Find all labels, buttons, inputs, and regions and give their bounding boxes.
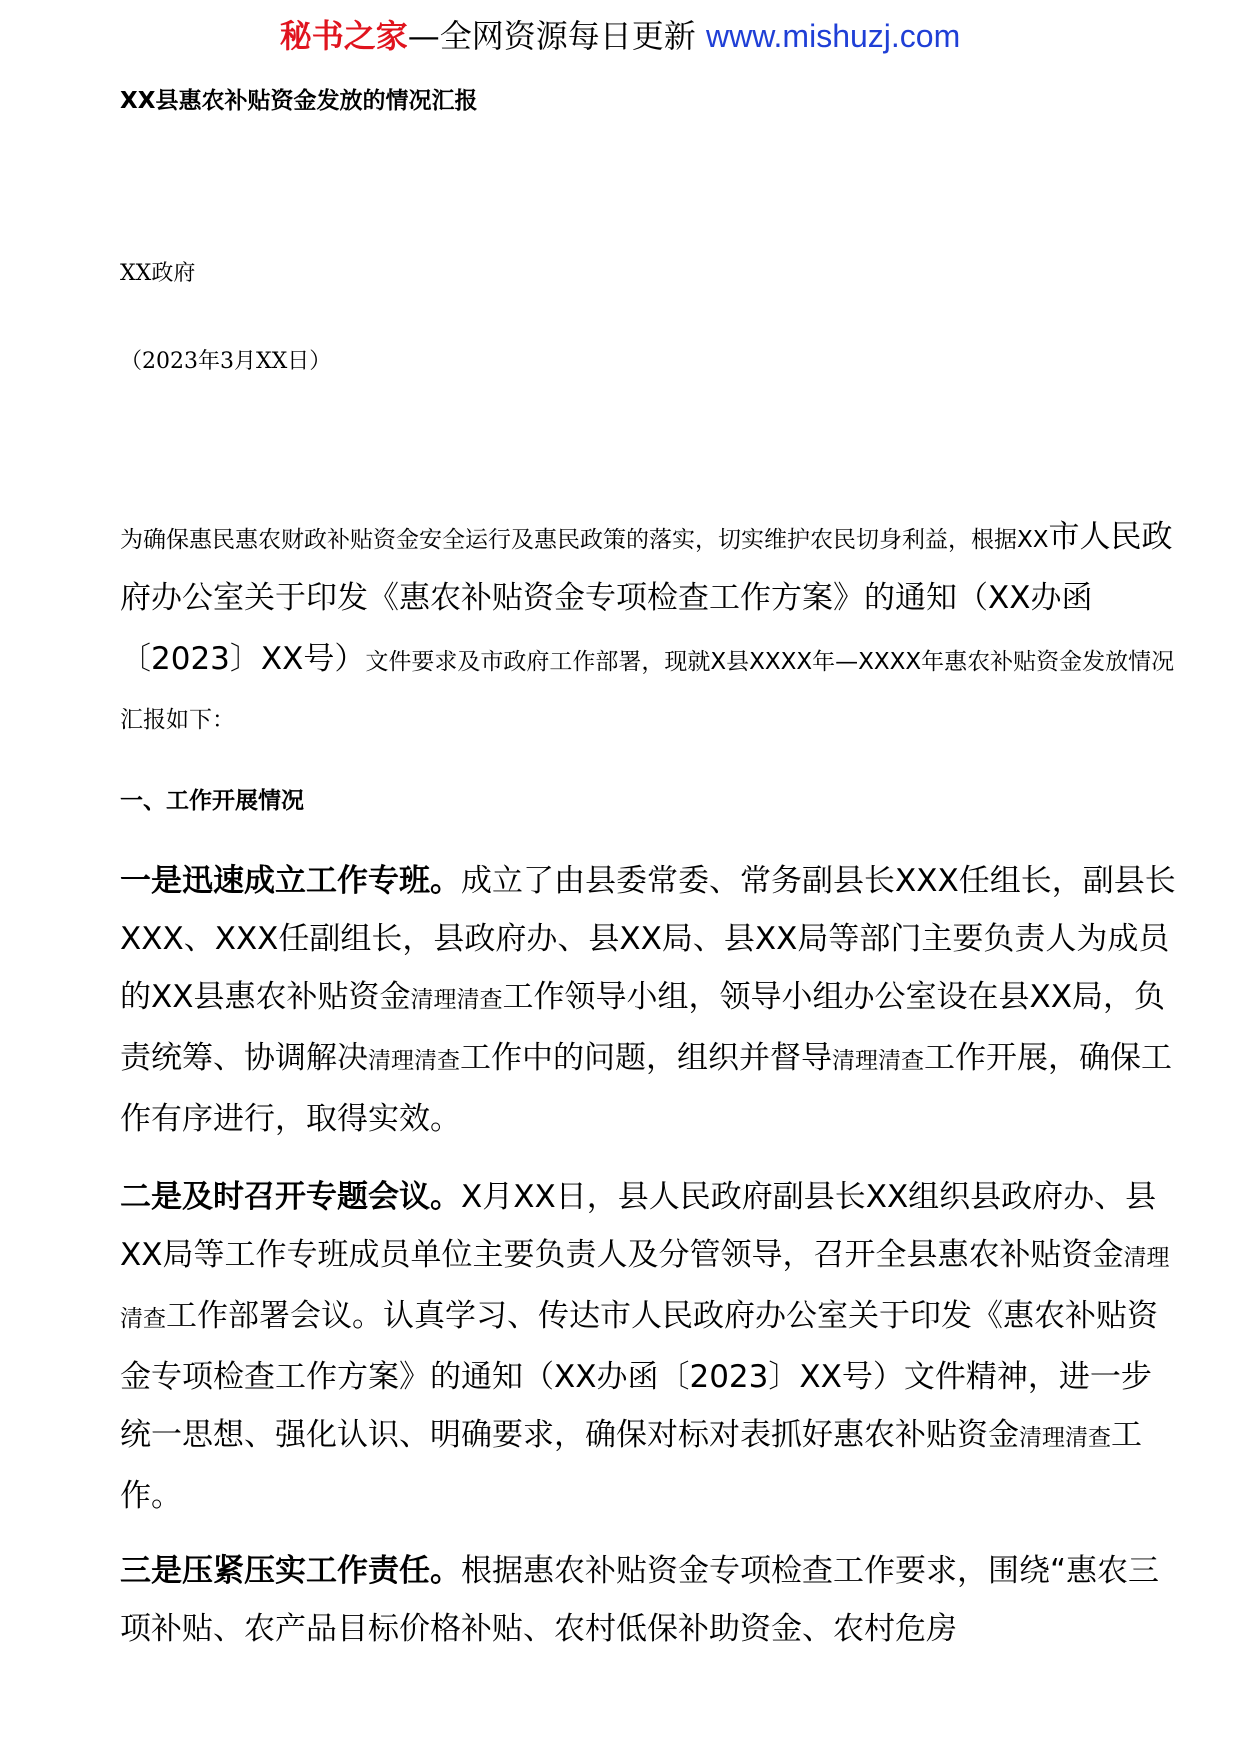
paragraph-lead: 一是迅速成立工作专班。 <box>120 863 461 899</box>
banner-url-link[interactable]: www.mishuzj.com <box>705 18 961 54</box>
issuing-organization: XX政府 <box>120 261 196 286</box>
paragraph-lead: 二是及时召开专题会议。 <box>120 1179 461 1215</box>
section-heading-work-progress: 一、工作开展情况 <box>120 788 304 814</box>
paragraph-small-text: 清理清查 <box>1019 1425 1111 1451</box>
paragraph-text: 根据惠农补贴资金专项检查工作要求，围绕“惠农三项补贴、农产品目标价格补贴、农村低保补助资金、农村危房 <box>120 1553 1160 1647</box>
document-date: （2023年3月XX日） <box>120 349 332 374</box>
document-title: XX县惠农补贴资金发放的情况汇报 <box>120 88 478 114</box>
intro-text-1: 为确保惠民惠农财政补贴资金安全运行及惠民政策的落实，切实维护农民切身利益，根据XX <box>120 527 1049 553</box>
paragraph-small-text: 清理清查 <box>410 987 503 1013</box>
site-banner <box>0 14 1240 58</box>
paragraph-responsibility <box>120 1542 1180 1658</box>
paragraph-text: 工作中的问题，组织并督导 <box>460 1040 832 1076</box>
intro-text-3: 文件要求及市政府工作部署，现就X县XXXX年—XXXX年惠农补贴资金发放情况汇报如下： <box>120 649 1175 733</box>
paragraph-text: 成立了由县委常委、常务副县长XXX任组长，副县长XXX、XXX任副组长，县政府办、县XX局、县XX局等部门主要负责人为成员的XX县惠农补贴资金 <box>120 863 1176 1015</box>
paragraph-text: 工作开展，确保工作有序进行，取得实效。 <box>120 1040 1172 1137</box>
intro-paragraph <box>120 508 1180 749</box>
paragraph-text: 工作部署会议。认真学习、传达市人民政府办公室关于印发《惠农补贴资金专项检查工作方案》的通知（XX办函〔2023〕XX号）文件精神，进一步统一思想、强化认识、明确要求，确保对标对表抓好惠农补贴资金 <box>120 1298 1158 1453</box>
intro-text-2: 市人民政府办公室关于印发《惠农补贴资金专项检查工作方案》的通知（XX办函〔2023〕XX号） <box>120 519 1173 677</box>
paragraph-small-text: 清理清查 <box>832 1048 924 1074</box>
banner-brand: 秘书之家 <box>279 17 408 55</box>
banner-tagline: —全网资源每日更新 <box>407 17 706 55</box>
paragraph-text: 工作。 <box>120 1417 1142 1514</box>
paragraph-small-text: 清理清查 <box>368 1048 460 1074</box>
paragraph-meeting <box>120 1168 1180 1525</box>
paragraph-text: 工作领导小组，领导小组办公室设在县XX局，负责统筹、协调解决 <box>120 979 1165 1076</box>
paragraph-text: X月XX日，县人民政府副县长XX组织县政府办、县XX局等工作专班成员单位主要负责人及分管领导，召开全县惠农补贴资金 <box>120 1179 1157 1273</box>
paragraph-task-force <box>120 852 1180 1148</box>
paragraph-small-text: 清理清查 <box>120 1245 1170 1332</box>
paragraph-lead: 三是压紧压实工作责任。 <box>120 1553 461 1589</box>
